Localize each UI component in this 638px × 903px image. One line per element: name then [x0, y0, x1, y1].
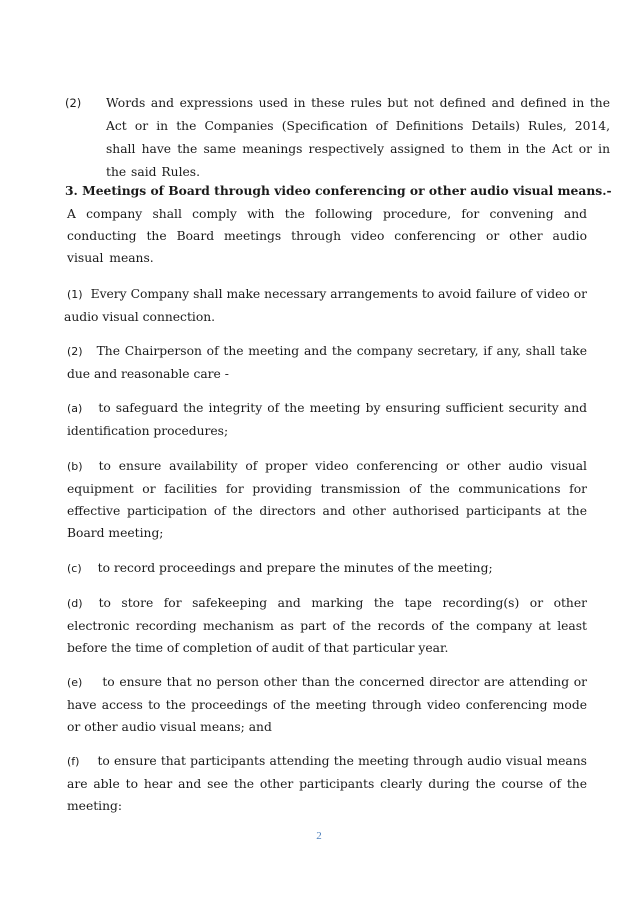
item-e [67, 671, 587, 738]
item-label: (d) [67, 597, 83, 610]
item-b [67, 455, 587, 544]
item-text: to store for safekeeping and marking the tape recording(s) or other electronic recording mechanism as part of the records of the company at least before the time of completion of audit of that particular year. [67, 596, 587, 655]
item-text: to ensure that participants attending the meeting through audio visual means are able to hear and see the other participants clearly during the course of the meeting: [67, 754, 587, 813]
item-label: (f) [67, 755, 80, 768]
section-3-heading: 3. Meetings of Board through video conferencing or other audio visual means.- [65, 183, 612, 198]
subclause-text: The Chairperson of the meeting and the company secretary, if any, shall take due and reasonable care - [67, 344, 587, 381]
item-label: (b) [67, 460, 83, 473]
item-label: (a) [67, 402, 83, 415]
subclause-number: (2) [67, 345, 83, 358]
clause-text: Words and expressions used in these rules but not defined and defined in the Act or in the Companies (Specification of Definitions Details) Rules, 2014, shall have the same meanings respectively assigned to them in the Act or in the said Rules. [106, 96, 610, 179]
subclause-2 [67, 340, 587, 385]
subclause-1 [64, 283, 587, 328]
subclause-text: Every Company shall make necessary arrangements to avoid failure of video or audio visual connection. [64, 287, 587, 324]
item-text: to ensure that no person other than the concerned director are attending or have access to the proceedings of the meeting through video conferencing mode or other audio visual means; and [67, 675, 587, 734]
clause-number: (2) [65, 96, 82, 110]
item-c [67, 557, 587, 580]
item-f [67, 750, 587, 817]
item-d [67, 592, 587, 659]
item-text: to safeguard the integrity of the meeting by ensuring sufficient security and identification procedures; [67, 401, 587, 438]
item-text: to record proceedings and prepare the minutes of the meeting; [97, 561, 493, 575]
item-a [67, 397, 587, 442]
clause-2-definitions [65, 92, 610, 184]
item-text: to ensure availability of proper video conferencing or other audio visual equipment or facilities for providing transmission of the communications for effective participation of the directors and other authorised participants at the Board meeting; [67, 459, 587, 540]
intro-text: A company shall comply with the following procedure, for convening and conducting the Board meetings through video conferencing or other audio visual means. [67, 207, 587, 265]
section-3-intro [67, 203, 587, 269]
item-label: (e) [67, 676, 83, 689]
subclause-number: (1) [67, 288, 83, 301]
page-number: 2 [316, 830, 322, 842]
item-label: (c) [67, 562, 82, 575]
